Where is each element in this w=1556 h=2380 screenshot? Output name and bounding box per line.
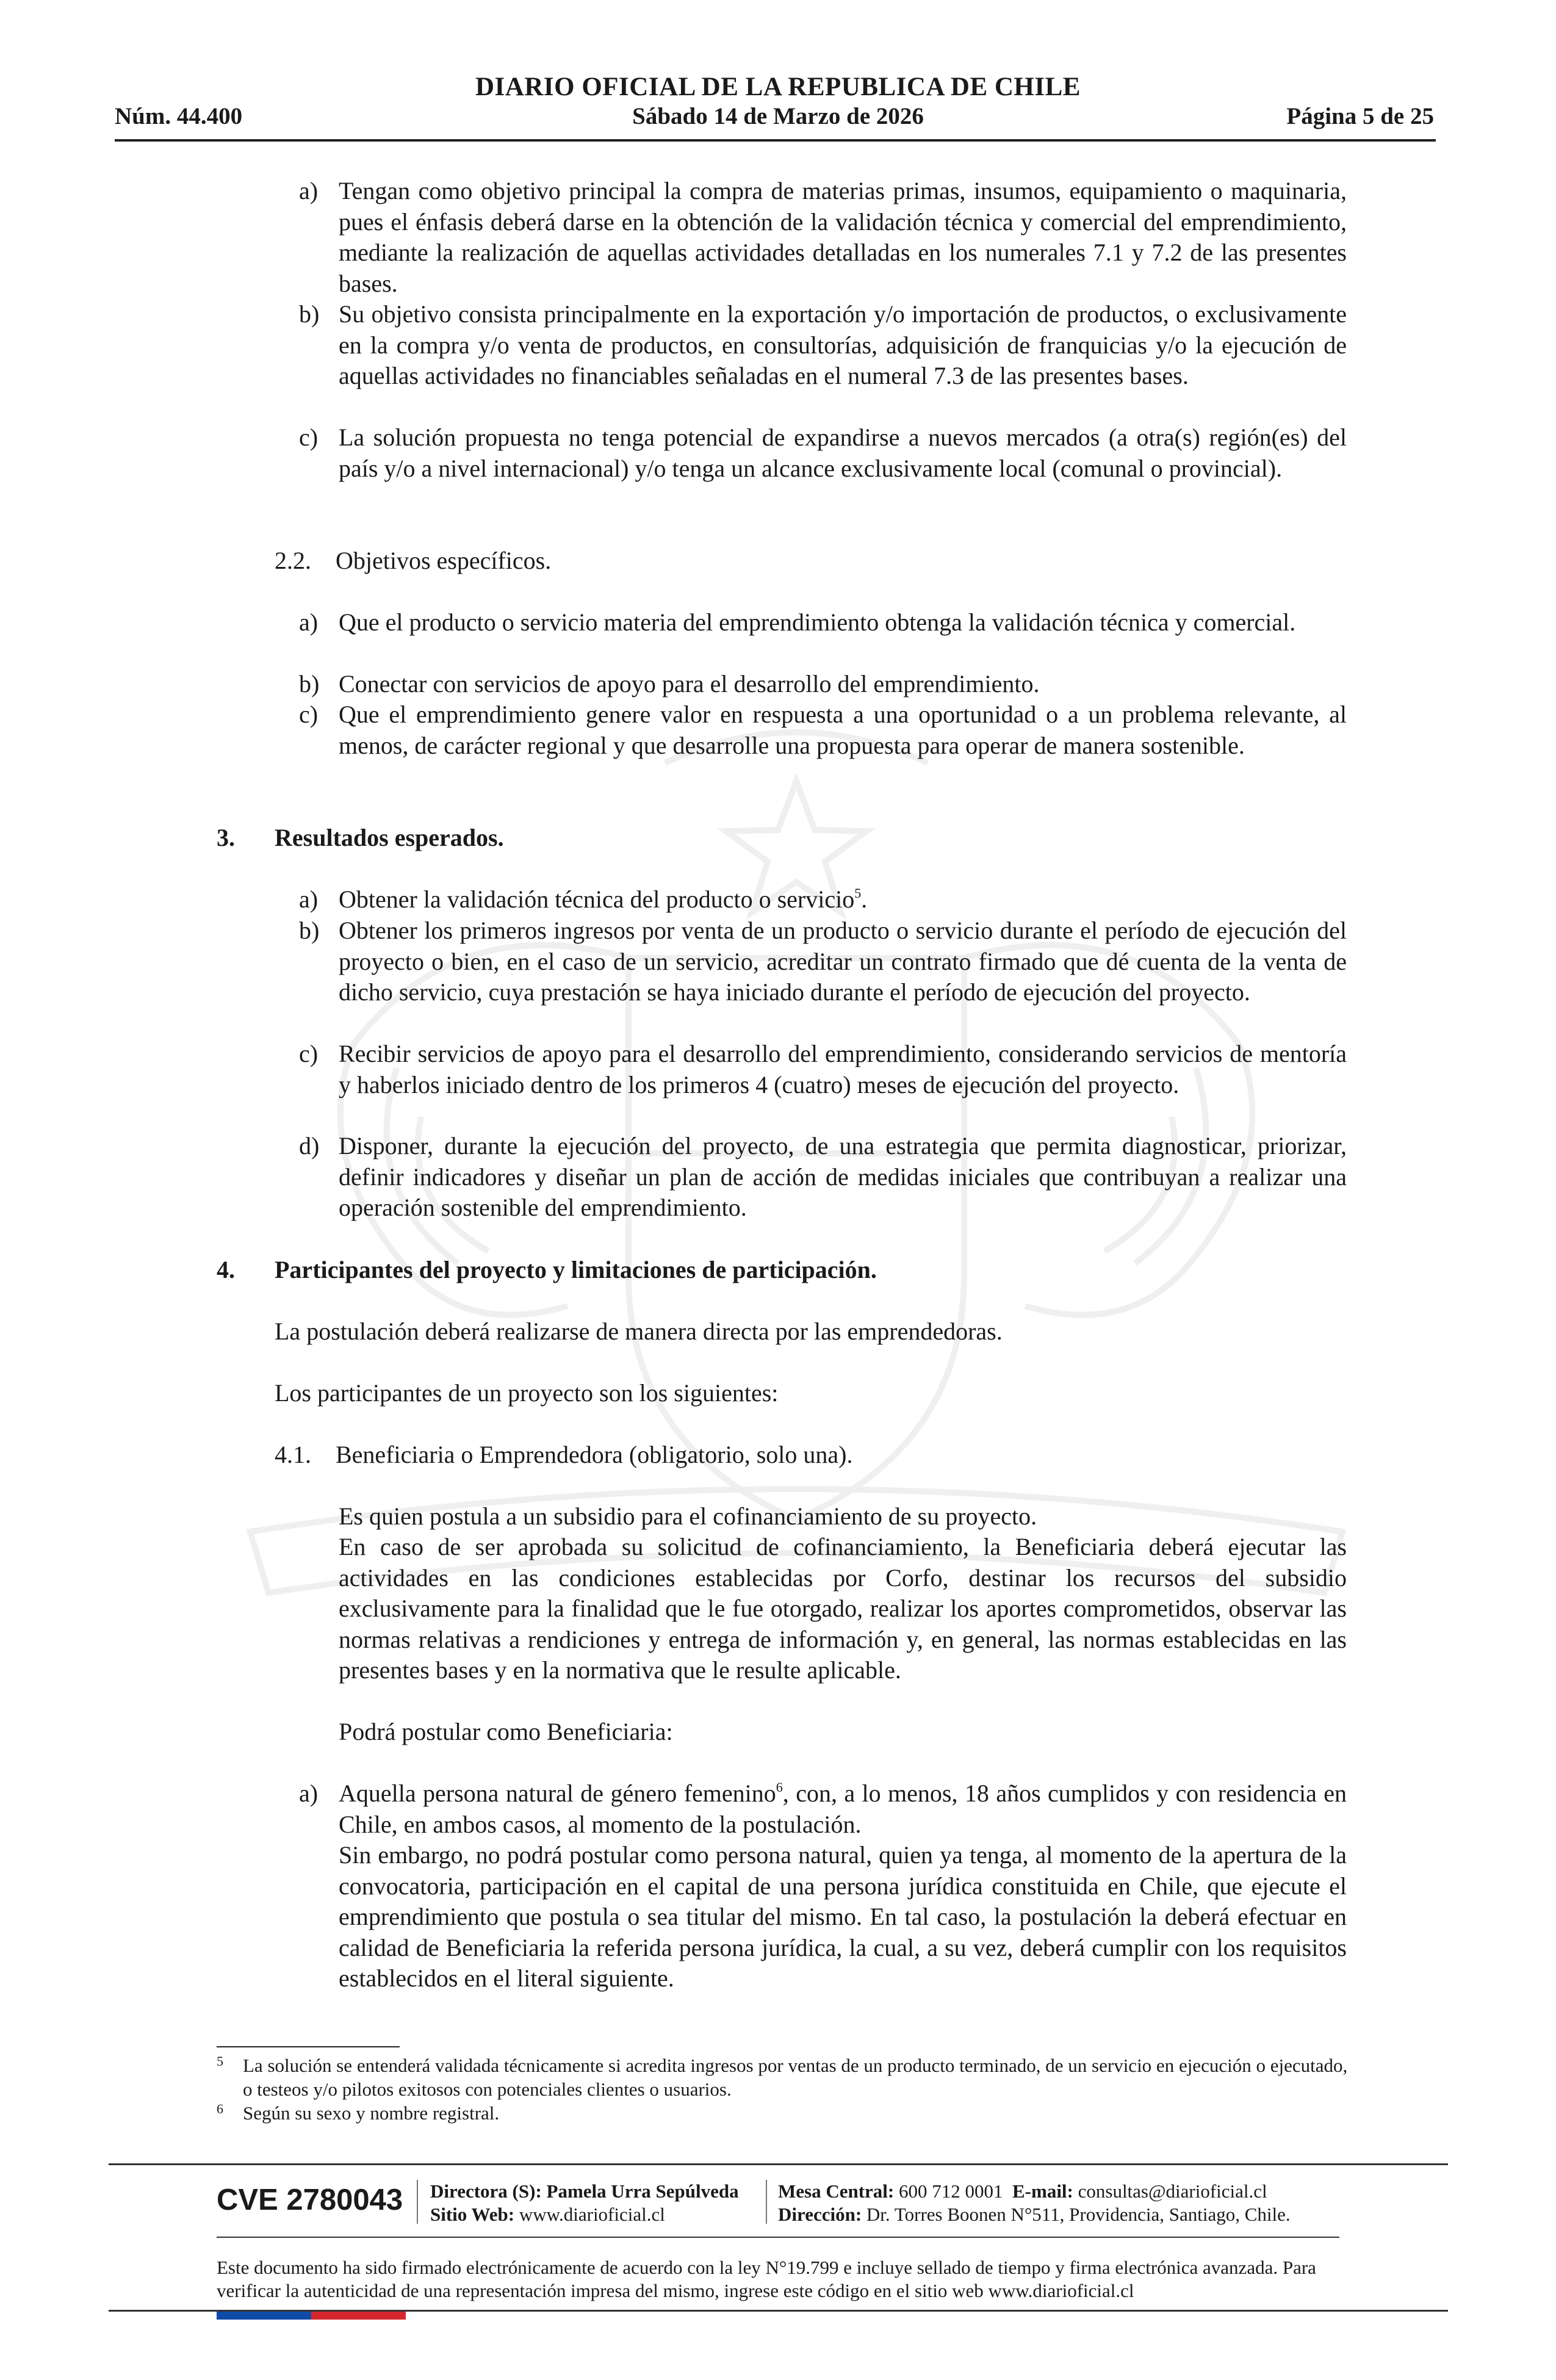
footnote <box>217 2054 1353 2101</box>
list-item-text: Su objetivo consista principalmente en la exportación y/o importación de productos, o exclusivamente en la compra y/o venta de productos, en consultorías, adquisición de franquicias y/o la ejecución de aquellas actividades no financiables señaladas en el numeral 7.3 de las presentes bases. <box>339 300 1347 389</box>
director-label: Directora (S): <box>430 2180 542 2202</box>
subsection-number: 4.1. <box>275 1441 311 1468</box>
footnote-text: Según su sexo y nombre registral. <box>243 2102 500 2124</box>
newspaper-title: DIARIO OFICIAL DE LA REPUBLICA DE CHILE <box>475 73 1081 101</box>
paragraph: Es quien postula a un subsidio para el cofinanciamiento de su proyecto. <box>339 1502 1037 1530</box>
list-item <box>299 1039 1347 1100</box>
list-item-label: a) <box>299 1780 319 1807</box>
list-item <box>299 1131 1347 1224</box>
address-value: Dr. Torres Boonen N°511, Providencia, Santiago, Chile. <box>866 2204 1291 2225</box>
list-item-text: Obtener los primeros ingresos por venta de un producto o servicio durante el período de ejecución del proyecto o bien, en el caso de un servicio, acreditar un contrato firmado que dé cuenta de la venta de dicho servicio, cuya prestación se haya iniciado durante el período de ejecución del proyecto. <box>339 917 1347 1006</box>
footer-director-block <box>430 2180 739 2226</box>
subsection-title: Beneficiaria o Emprendedora (obligatorio, solo una). <box>336 1441 853 1468</box>
issue-number: Núm. 44.400 <box>115 103 243 129</box>
list-item <box>299 699 1347 761</box>
cve-code: CVE 2780043 <box>217 2183 403 2216</box>
list-item-text: Aquella persona natural de género femenino <box>339 1780 776 1807</box>
list-item <box>299 669 1347 700</box>
website-link[interactable]: www.diarioficial.cl <box>519 2204 665 2225</box>
footnote-text: La solución se entenderá validada técnicamente si acredita ingresos por ventas de un producto terminado, de un servicio en ejecución o ejecutado, o testeos y/o pilotos exitosos con potenciales clientes o usuarios. <box>243 2055 1348 2100</box>
list-item <box>299 422 1347 484</box>
subsection-heading <box>275 546 552 577</box>
list-item-text: Que el emprendimiento genere valor en respuesta a una oportunidad o a un problema relevante, al menos, de carácter regional y que desarrolle una propuesta para operar de manera sostenible. <box>339 701 1347 759</box>
footnote-number: 5 <box>217 2054 223 2069</box>
issue-date: Sábado 14 de Marzo de 2026 <box>632 103 924 129</box>
section-title: Resultados esperados. <box>275 824 504 851</box>
section-heading <box>217 1255 877 1286</box>
list-item <box>299 915 1347 1008</box>
list-item <box>299 176 1347 299</box>
list-item-text: Conectar con servicios de apoyo para el desarrollo del emprendimiento. <box>339 670 1040 698</box>
list-item <box>299 299 1347 392</box>
list-item-text: Que el producto o servicio materia del emprendimiento obtenga la validación técnica y comercial. <box>339 608 1296 636</box>
list-item-label: b) <box>299 917 320 944</box>
footer-rule <box>109 2163 1448 2165</box>
footnote-ref: 5 <box>854 885 862 901</box>
list-item-continuation: Sin embargo, no podrá postular como persona natural, quien ya tenga, al momento de la apertura de la convocatoria, participación en el capital de una persona jurídica constituida en Chile, que ejecute el emprendimiento que postula o sea titular del mismo. En tal caso, la postulación la deberá efectuar en calidad de Beneficiaria la referida persona jurídica, la cual, a su vez, deberá cumplir con los requisitos establecidos en el literal siguiente. <box>339 1841 1347 1992</box>
list-item-label: b) <box>299 300 320 328</box>
list-item-label: c) <box>299 701 319 728</box>
list-item-text: Recibir servicios de apoyo para el desarrollo del emprendimiento, considerando servicios de mentoría y haberlos iniciado dentro de los primeros 4 (cuatro) meses de ejecución del proyecto. <box>339 1040 1347 1098</box>
list-item-label: a) <box>299 885 319 913</box>
list-item-label: a) <box>299 608 319 636</box>
signature-note: Este documento ha sido firmado electrónicamente de acuerdo con la ley N°19.799 e incluye sellado de tiempo y firma electrónica avanzada. Para verificar la autenticidad de una representación impresa del mismo, ingrese este código en el sitio web www.diarioficial.cl <box>217 2257 1316 2301</box>
subsection-heading <box>275 1440 853 1471</box>
list-item <box>299 1778 1347 1840</box>
subsection-title: Objetivos específicos. <box>336 547 552 574</box>
list-item-text: Disponer, durante la ejecución del proyecto, de una estrategia que permita diagnosticar, priorizar, definir indicadores y diseñar un plan de acción de medidas iniciales que contribuyan a realizar una operación sostenible del emprendimiento. <box>339 1132 1347 1221</box>
list-item <box>299 607 1347 638</box>
flag-bar-red <box>311 2312 406 2320</box>
list-item-label: b) <box>299 670 320 698</box>
website-label: Sitio Web: <box>430 2204 515 2225</box>
list-item-tail: . <box>861 885 868 913</box>
flag-bar-blue <box>217 2312 311 2320</box>
paragraph: Podrá postular como Beneficiaria: <box>339 1718 673 1745</box>
section-title: Participantes del proyecto y limitaciones de participación. <box>275 1256 877 1283</box>
director-name: Pamela Urra Sepúlveda <box>546 2180 739 2202</box>
footer-rule <box>217 2237 1339 2238</box>
email-label: E-mail: <box>1012 2180 1073 2202</box>
list-item-text: , con, a lo menos, 18 años cumplidos y con residencia en Chile, en ambos casos, al momento de la postulación. <box>339 1780 1347 1838</box>
page-indicator: Página 5 de 25 <box>1286 103 1434 129</box>
list-item-text: La solución propuesta no tenga potencial de expandirse a nuevos mercados (a otra(s) región(es) del país y/o a nivel internacional) y/o tenga un alcance exclusivamente local (comunal o provincial). <box>339 424 1347 482</box>
phone-label: Mesa Central: <box>778 2180 895 2202</box>
address-label: Dirección: <box>778 2204 862 2225</box>
list-item <box>299 884 1347 915</box>
list-item-label: d) <box>299 1132 320 1159</box>
list-item-label: a) <box>299 177 319 204</box>
footnote-ref: 6 <box>776 1780 783 1795</box>
footer-contact-block <box>778 2180 1291 2226</box>
list-item-text: Tengan como objetivo principal la compra de materias primas, insumos, equipamiento o maquinaria, pues el énfasis deberá darse en la obtención de la validación técnica y comercial del emprendimiento, mediante la realización de aquellas actividades detalladas en los numerales 7.1 y 7.2 de las presentes bases. <box>339 177 1347 297</box>
phone-value: 600 712 0001 <box>899 2180 1003 2202</box>
footnote-number: 6 <box>217 2101 223 2116</box>
subsection-number: 2.2. <box>275 547 311 574</box>
footer-divider <box>766 2180 767 2224</box>
footnote-rule <box>217 2046 400 2047</box>
footnote <box>217 2101 1353 2125</box>
section-heading <box>217 823 504 854</box>
footer-divider <box>417 2180 418 2224</box>
paragraph: En caso de ser aprobada su solicitud de cofinanciamiento, la Beneficiaria deberá ejecutar las actividades en las condiciones establecidas por Corfo, destinar los recursos del subsidio exclusivamente para la finalidad que le fue otorgado, realizar los aportes comprometidos, observar las normas relativas a rendiciones y entrega de información y, en general, las normas establecidas en las presentes bases y en la normativa que le resulte aplicable. <box>339 1533 1347 1684</box>
header-rule <box>115 139 1436 142</box>
section-number: 4. <box>217 1256 235 1283</box>
list-item-text: Obtener la validación técnica del producto o servicio <box>339 885 855 913</box>
email-link[interactable]: consultas@diarioficial.cl <box>1078 2180 1267 2202</box>
list-item-label: c) <box>299 1040 319 1067</box>
paragraph: Los participantes de un proyecto son los siguientes: <box>275 1379 779 1407</box>
list-item-label: c) <box>299 424 319 451</box>
paragraph: La postulación deberá realizarse de manera directa por las emprendedoras. <box>275 1318 1003 1345</box>
section-number: 3. <box>217 824 235 851</box>
